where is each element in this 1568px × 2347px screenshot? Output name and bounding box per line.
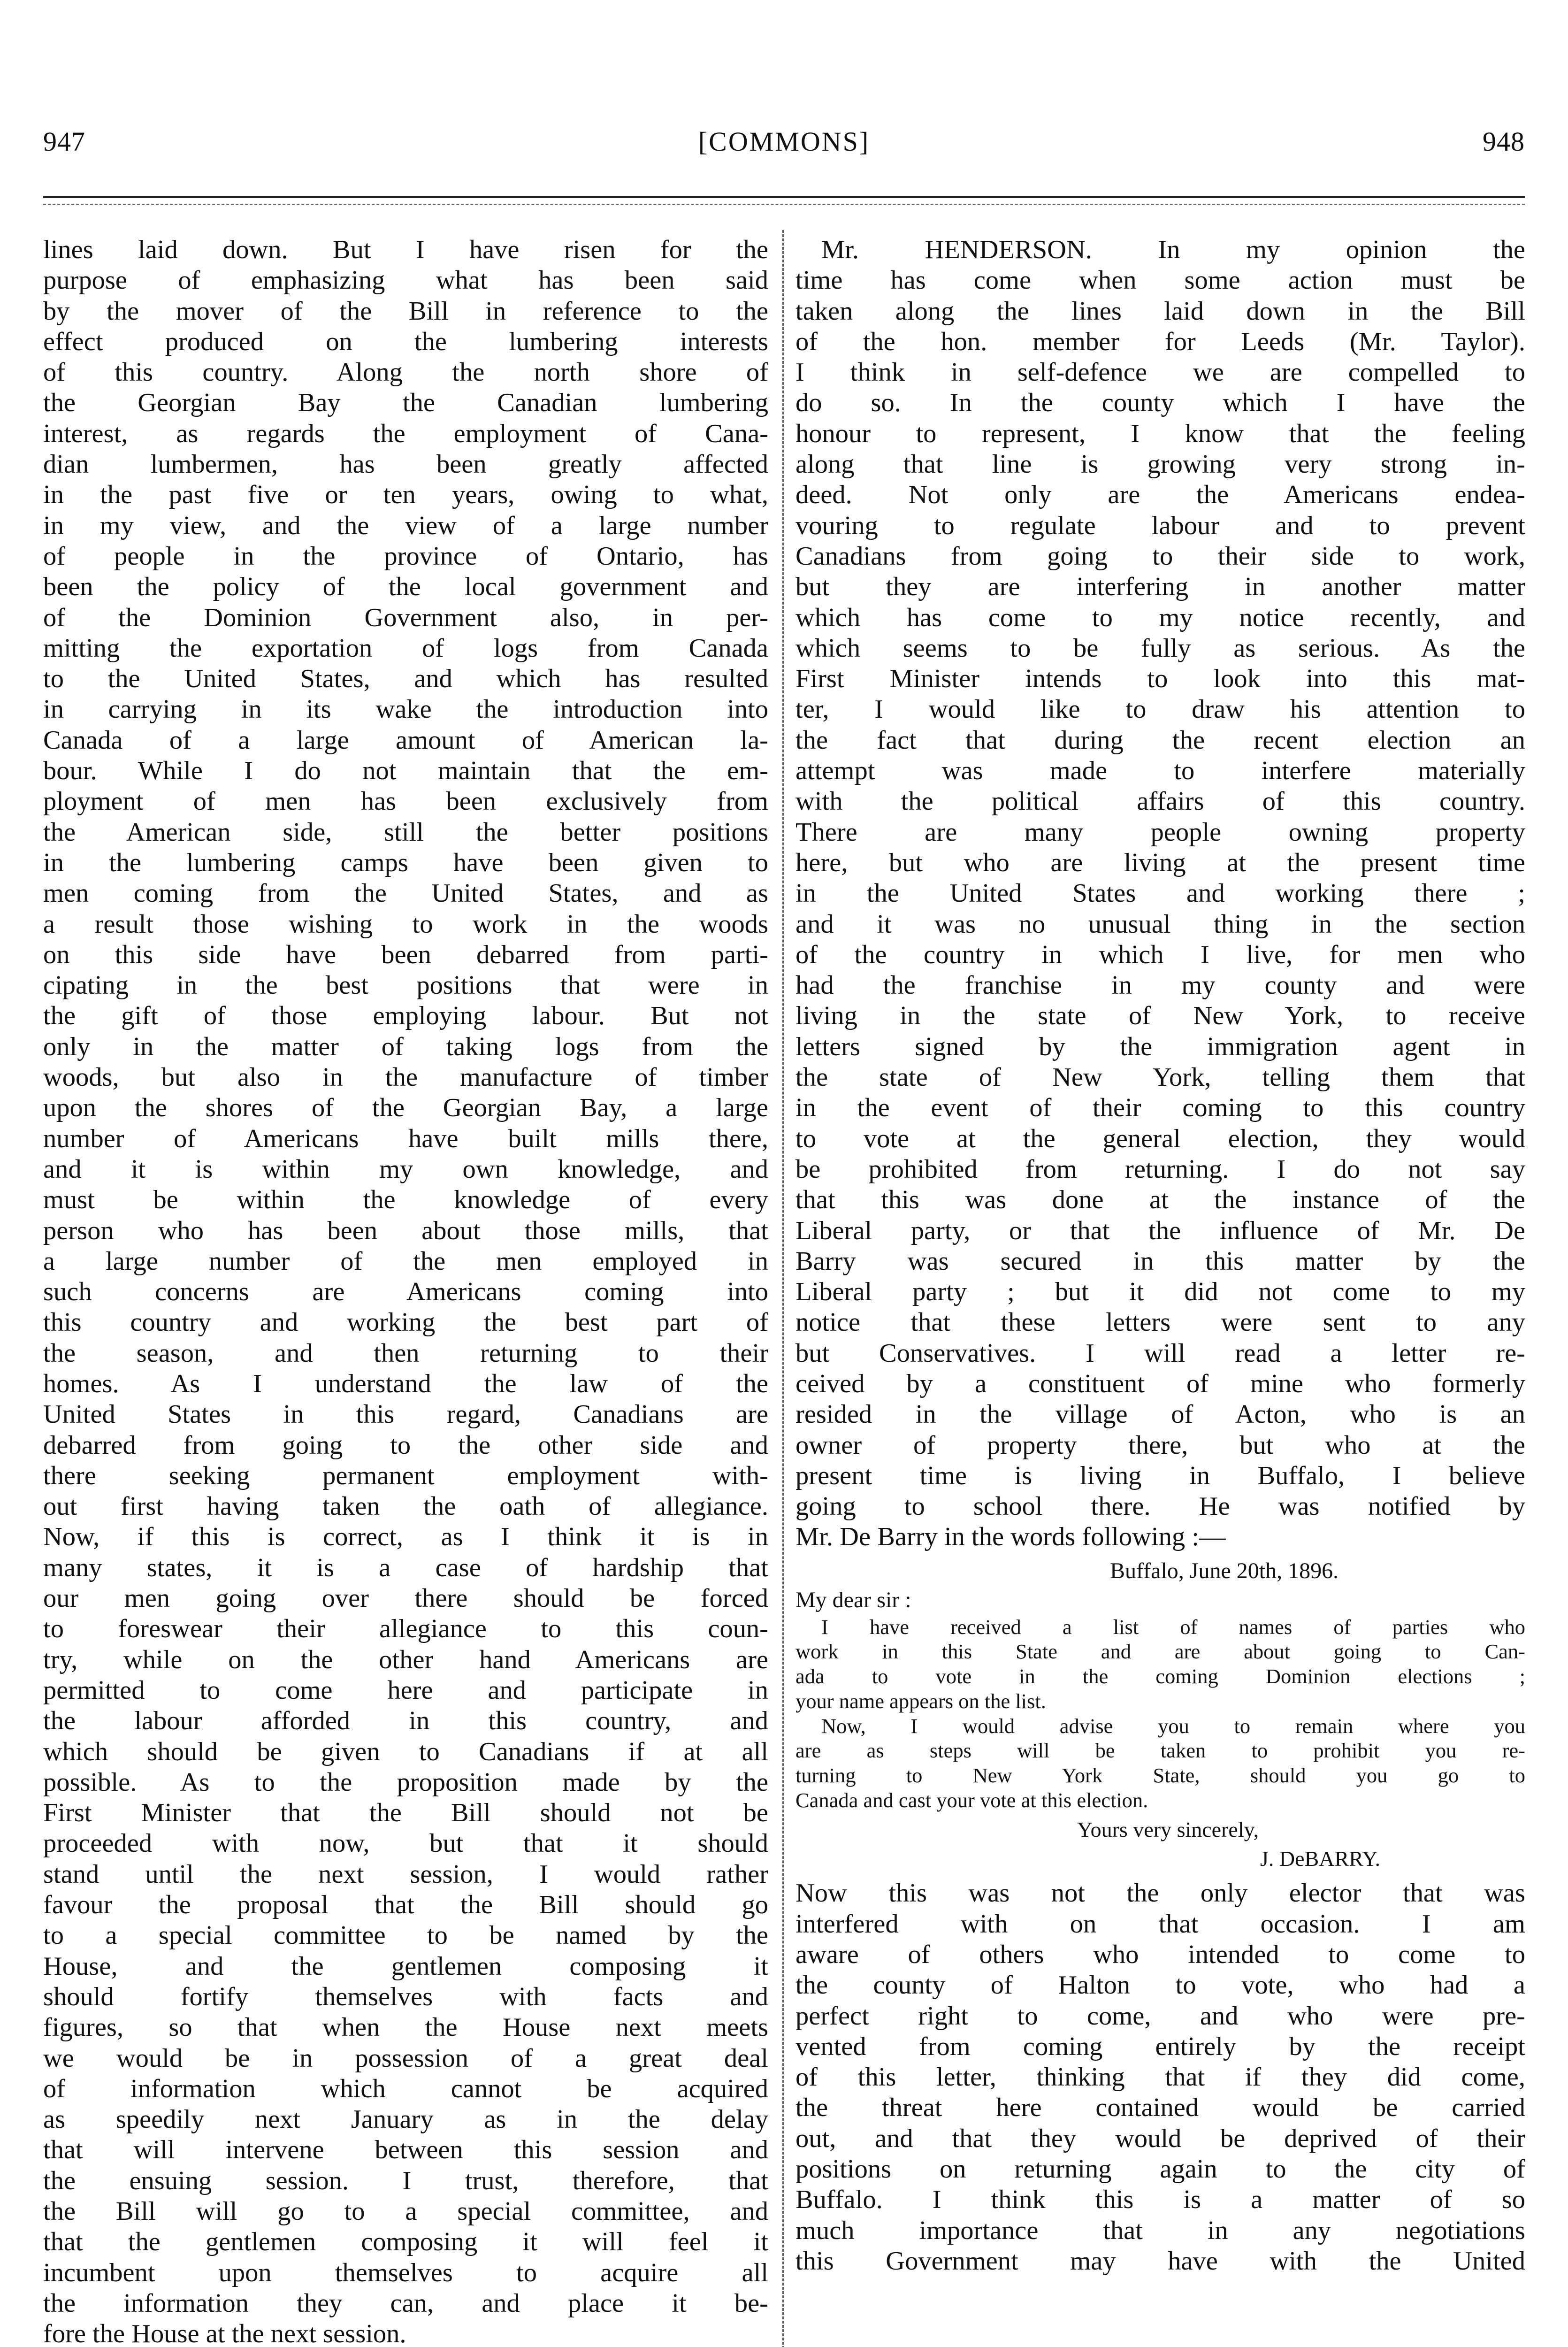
text-line: the state of New York, telling them that (795, 1063, 1525, 1092)
text-line: figures, so that when the House next meets (43, 2013, 768, 2042)
text-line: positions on returning again to the city of (795, 2155, 1525, 2184)
text-line: Now this was not the only elector that was (795, 1879, 1525, 1908)
left-column (43, 235, 768, 2347)
letter-line: ada to vote in the coming Dominion elections ; (795, 1664, 1525, 1688)
text-line: of the hon. member for Leeds (Mr. Taylor). (795, 327, 1525, 356)
text-line: homes. As I understand the law of the (43, 1369, 768, 1398)
text-line: but Conservatives. I will read a letter re- (795, 1338, 1525, 1368)
text-line: to vote at the general election, they would (795, 1124, 1525, 1153)
text-line: the threat here contained would be carried (795, 2093, 1525, 2123)
text-line: as speedily next January as in the delay (43, 2105, 768, 2134)
text-line: in my view, and the view of a large number (43, 511, 768, 540)
text-line: honour to represent, I know that the feeling (795, 419, 1525, 448)
text-line: effect produced on the lumbering interests (43, 327, 768, 356)
text-line: only in the matter of taking logs from the (43, 1032, 768, 1061)
page-number-right: 948 (1483, 126, 1525, 157)
text-line: there seeking permanent employment with- (43, 1461, 768, 1490)
letter-line: your name appears on the list. (795, 1689, 1046, 1713)
text-line: There are many people owning property (795, 817, 1525, 847)
text-line: that the gentlemen composing it will feel it (43, 2227, 768, 2257)
text-line: but they are interfering in another matter (795, 572, 1525, 602)
text-line: deed. Not only are the Americans endea- (795, 480, 1525, 510)
text-line: the fact that during the recent election an (795, 725, 1525, 755)
letter-line: turning to New York State, should you go to (795, 1763, 1525, 1787)
letter-line: are as steps will be taken to prohibit you re- (795, 1739, 1525, 1763)
text-line: the American side, still the better positions (43, 817, 768, 847)
text-line: time has come when some action must be (795, 266, 1525, 295)
text-line: Barry was secured in this matter by the (795, 1246, 1525, 1276)
text-line: Canada of a large amount of American la- (43, 725, 768, 755)
text-line: a large number of the men employed in (43, 1246, 768, 1276)
text-line: such concerns are Americans coming into (43, 1277, 768, 1307)
text-line: our men going over there should be forced (43, 1584, 768, 1613)
text-line: in carrying in its wake the introduction into (43, 695, 768, 724)
text-line: living in the state of New York, to receive (795, 1001, 1525, 1031)
text-line: proceeded with now, but that it should (43, 1829, 768, 1858)
text-line: Canadians from going to their side to work, (795, 541, 1525, 571)
text-line: be prohibited from returning. I do not say (795, 1154, 1525, 1184)
text-line: vented from coming entirely by the receipt (795, 2032, 1525, 2061)
letter-line: Canada and cast your vote at this election. (795, 1788, 1148, 1812)
text-line: of information which cannot be acquired (43, 2074, 768, 2103)
letter-line: I have received a list of names of parties who (821, 1615, 1525, 1639)
text-line: debarred from going to the other side and (43, 1430, 768, 1460)
text-line: going to school there. He was notified by (795, 1492, 1525, 1521)
text-line: House, and the gentlemen composing it (43, 1951, 768, 1981)
text-line: which seems to be fully as serious. As the (795, 633, 1525, 663)
text-line: which has come to my notice recently, and (795, 603, 1525, 632)
text-line: been the policy of the local government and (43, 572, 768, 602)
text-line: person who has been about those mills, that (43, 1216, 768, 1245)
text-line: had the franchise in my county and were (795, 971, 1525, 1000)
text-line: possible. As to the proposition made by the (43, 1767, 768, 1797)
text-line: number of Americans have built mills there, (43, 1124, 768, 1153)
right-column (795, 235, 1525, 2277)
letter-line: Now, I would advise you to remain where you (821, 1714, 1525, 1738)
text-line: in the United States and working there ; (795, 879, 1525, 908)
text-line: of this country. Along the north shore of (43, 358, 768, 387)
text-line: mitting the exportation of logs from Canada (43, 633, 768, 663)
text-line: this country and working the best part of (43, 1308, 768, 1337)
letter-signature: J. DeBARRY. (1260, 1847, 1381, 1871)
text-line: perfect right to come, and who were pre- (795, 2001, 1525, 2031)
text-line: upon the shores of the Georgian Bay, a large (43, 1093, 768, 1123)
text-line: do so. In the county which I have the (795, 388, 1525, 418)
text-line: of the country in which I live, for men who (795, 940, 1525, 969)
text-line: Liberal party ; but it did not come to my (795, 1277, 1525, 1307)
text-line: try, while on the other hand Americans are (43, 1645, 768, 1674)
text-line: with the political affairs of this country. (795, 787, 1525, 816)
text-line: vouring to regulate labour and to prevent (795, 511, 1525, 540)
text-line: First Minister intends to look into this mat- (795, 664, 1525, 694)
text-line: First Minister that the Bill should not be (43, 1798, 768, 1828)
text-line: present time is living in Buffalo, I believe (795, 1461, 1525, 1490)
text-line: Now, if this is correct, as I think it is in (43, 1522, 768, 1552)
letter-closing: Yours very sincerely, (1077, 1818, 1259, 1842)
header-rule (43, 196, 1525, 198)
text-line: Mr. HENDERSON. In my opinion the (821, 235, 1525, 264)
text-line: the gift of those employing labour. But not (43, 1001, 768, 1031)
text-line: much importance that in any negotiations (795, 2216, 1525, 2245)
text-line: Mr. De Barry in the words following :— (795, 1522, 1226, 1552)
letter-salutation: My dear sir : (795, 1587, 911, 1612)
text-line: and it was no unusual thing in the section (795, 909, 1525, 939)
text-line: many states, it is a case of hardship that (43, 1553, 768, 1582)
text-line: interfered with on that occasion. I am (795, 1909, 1525, 1939)
letter-line: work in this State and are about going to Can- (795, 1640, 1525, 1664)
text-line: dian lumbermen, has been greatly affected (43, 450, 768, 479)
text-line: that will intervene between this session and (43, 2135, 768, 2165)
text-line: in the event of their coming to this country (795, 1093, 1525, 1123)
text-line: attempt was made to interfere materially (795, 756, 1525, 786)
text-line: fore the House at the next session. (43, 2319, 406, 2347)
text-line: incumbent upon themselves to acquire all (43, 2258, 768, 2287)
text-line: out first having taken the oath of allegiance. (43, 1492, 768, 1521)
text-line: of people in the province of Ontario, has (43, 541, 768, 571)
text-line: that this was done at the instance of the (795, 1185, 1525, 1215)
text-line: the Georgian Bay the Canadian lumbering (43, 388, 768, 418)
text-line: in the past five or ten years, owing to what, (43, 480, 768, 510)
text-line: Liberal party, or that the influence of Mr. De (795, 1216, 1525, 1245)
page-title: [COMMONS] (698, 126, 870, 157)
text-line: men coming from the United States, and as (43, 879, 768, 908)
text-line: to a special committee to be named by the (43, 1921, 768, 1950)
text-line: the information they can, and place it be- (43, 2288, 768, 2318)
text-line: woods, but also in the manufacture of timber (43, 1063, 768, 1092)
column-divider (782, 230, 784, 2347)
text-line: and it is within my own knowledge, and (43, 1154, 768, 1184)
text-line: resided in the village of Acton, who is an (795, 1400, 1525, 1429)
text-line: should fortify themselves with facts and (43, 1982, 768, 2011)
text-line: Buffalo. I think this is a matter of so (795, 2185, 1525, 2215)
text-line: along that line is growing very strong in- (795, 450, 1525, 479)
text-line: ployment of men has been exclusively from (43, 787, 768, 816)
text-line: ceived by a constituent of mine who formerly (795, 1369, 1525, 1398)
text-line: in the lumbering camps have been given to (43, 848, 768, 877)
header-rule-dashed (43, 204, 1525, 205)
text-line: cipating in the best positions that were in (43, 971, 768, 1000)
text-line: stand until the next session, I would rather (43, 1859, 768, 1889)
text-line: of this letter, thinking that if they did come, (795, 2063, 1525, 2092)
text-line: out, and that they would be deprived of their (795, 2124, 1525, 2153)
text-line: interest, as regards the employment of Cana- (43, 419, 768, 448)
text-line: must be within the knowledge of every (43, 1185, 768, 1215)
text-line: notice that these letters were sent to any (795, 1308, 1525, 1337)
text-line: I think in self-defence we are compelled to (795, 358, 1525, 387)
text-line: bour. While I do not maintain that the em- (43, 756, 768, 786)
text-line: ter, I would like to draw his attention to (795, 695, 1525, 724)
text-line: letters signed by the immigration agent in (795, 1032, 1525, 1061)
text-line: the season, and then returning to their (43, 1338, 768, 1368)
text-line: owner of property there, but who at the (795, 1430, 1525, 1460)
text-line: we would be in possession of a great deal (43, 2043, 768, 2073)
text-line: here, but who are living at the present time (795, 848, 1525, 877)
text-line: this Government may have with the United (795, 2246, 1525, 2276)
text-line: United States in this regard, Canadians are (43, 1400, 768, 1429)
text-line: permitted to come here and participate in (43, 1675, 768, 1705)
text-line: the county of Halton to vote, who had a (795, 1971, 1525, 2000)
text-line: lines laid down. But I have risen for the (43, 235, 768, 264)
page-number-left: 947 (43, 126, 85, 157)
text-line: which should be given to Canadians if at all (43, 1737, 768, 1766)
text-line: the ensuing session. I trust, therefore, that (43, 2166, 768, 2195)
text-line: favour the proposal that the Bill should go (43, 1890, 768, 1920)
text-line: of the Dominion Government also, in per- (43, 603, 768, 632)
text-line: taken along the lines laid down in the Bill (795, 296, 1525, 326)
text-line: on this side have been debarred from parti- (43, 940, 768, 969)
text-line: purpose of emphasizing what has been said (43, 266, 768, 295)
text-line: the Bill will go to a special committee, and (43, 2197, 768, 2226)
text-line: to the United States, and which has resulted (43, 664, 768, 694)
text-line: the labour afforded in this country, and (43, 1706, 768, 1736)
text-line: to foreswear their allegiance to this coun- (43, 1614, 768, 1644)
text-line: by the mover of the Bill in reference to the (43, 296, 768, 326)
text-line: aware of others who intended to come to (795, 1940, 1525, 1969)
text-line: a result those wishing to work in the woods (43, 909, 768, 939)
letter-date: Buffalo, June 20th, 1896. (1110, 1558, 1339, 1583)
